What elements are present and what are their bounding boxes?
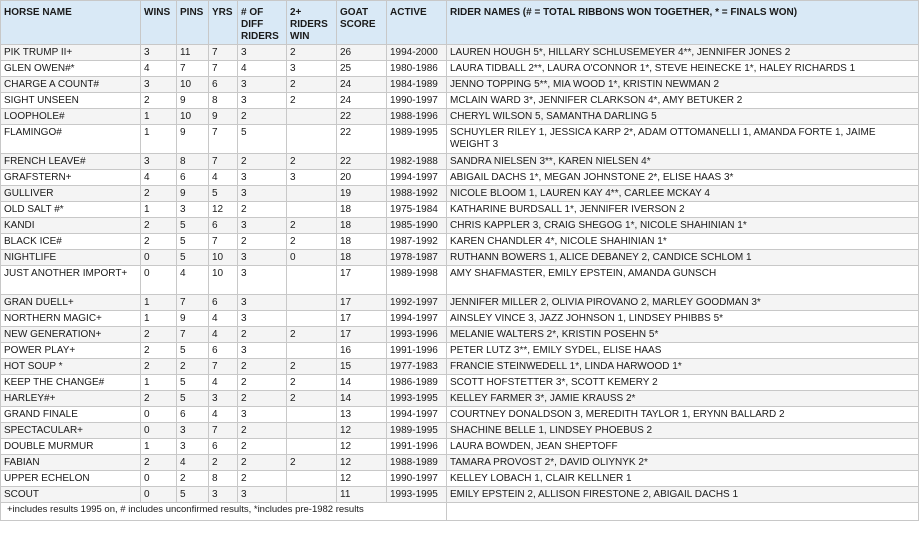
rider-names-cell: SCHUYLER RILEY 1, JESSICA KARP 2*, ADAM OTTOMANELLI 1, AMANDA FORTE 1, JAIME WEIGHT 3 — [447, 125, 919, 154]
pins-cell: 11 — [177, 45, 209, 61]
header-goat-score: GOAT SCORE — [337, 1, 387, 45]
footnote-row — [1, 503, 919, 521]
header-riders-win: 2+ RIDERS WIN — [287, 1, 337, 45]
wins-cell: 0 — [141, 471, 177, 487]
header-horse-name: HORSE NAME — [1, 1, 141, 45]
riders-win-cell — [287, 471, 337, 487]
yrs-cell: 7 — [209, 61, 238, 77]
yrs-cell: 6 — [209, 218, 238, 234]
pins-cell: 9 — [177, 186, 209, 202]
riders-win-cell — [287, 295, 337, 311]
pins-cell: 6 — [177, 407, 209, 423]
rider-names-cell: TAMARA PROVOST 2*, DAVID OLIYNYK 2* — [447, 455, 919, 471]
horse-name-cell: KEEP THE CHANGE# — [1, 375, 141, 391]
horse-name-cell: GLEN OWEN#* — [1, 61, 141, 77]
yrs-cell: 12 — [209, 202, 238, 218]
table-row — [1, 407, 919, 423]
horse-name-cell: LOOPHOLE# — [1, 109, 141, 125]
wins-cell: 1 — [141, 109, 177, 125]
diff-riders-cell: 2 — [238, 327, 287, 343]
goat-score-cell: 22 — [337, 154, 387, 170]
table-row — [1, 471, 919, 487]
yrs-cell: 3 — [209, 487, 238, 503]
yrs-cell: 3 — [209, 391, 238, 407]
rider-names-cell: SHACHINE BELLE 1, LINDSEY PHOEBUS 2 — [447, 423, 919, 439]
goat-score-cell: 17 — [337, 327, 387, 343]
table-row — [1, 125, 919, 154]
pins-cell: 2 — [177, 471, 209, 487]
horse-name-cell: NIGHTLIFE — [1, 250, 141, 266]
wins-cell: 1 — [141, 202, 177, 218]
diff-riders-cell: 3 — [238, 311, 287, 327]
horse-name-cell: GRAND FINALE — [1, 407, 141, 423]
header-wins: WINS — [141, 1, 177, 45]
table-row — [1, 154, 919, 170]
yrs-cell: 6 — [209, 295, 238, 311]
table-row — [1, 295, 919, 311]
diff-riders-cell: 2 — [238, 375, 287, 391]
active-years-cell: 1988-1996 — [387, 109, 447, 125]
wins-cell: 0 — [141, 487, 177, 503]
pins-cell: 10 — [177, 77, 209, 93]
rider-names-cell: JENNIFER MILLER 2, OLIVIA PIROVANO 2, MARLEY GOODMAN 3* — [447, 295, 919, 311]
yrs-cell: 4 — [209, 407, 238, 423]
rider-names-cell: ABIGAIL DACHS 1*, MEGAN JOHNSTONE 2*, ELISE HAAS 3* — [447, 170, 919, 186]
yrs-cell: 5 — [209, 186, 238, 202]
rider-names-cell: SANDRA NIELSEN 3**, KAREN NIELSEN 4* — [447, 154, 919, 170]
pins-cell: 9 — [177, 93, 209, 109]
active-years-cell: 1987-1992 — [387, 234, 447, 250]
active-years-cell: 1990-1997 — [387, 93, 447, 109]
pins-cell: 8 — [177, 154, 209, 170]
rider-names-cell: RUTHANN BOWERS 1, ALICE DEBANEY 2, CANDICE SCHLOM 1 — [447, 250, 919, 266]
table-row — [1, 359, 919, 375]
active-years-cell: 1991-1996 — [387, 439, 447, 455]
goat-score-cell: 18 — [337, 234, 387, 250]
riders-win-cell: 2 — [287, 154, 337, 170]
rider-names-cell: SCOTT HOFSTETTER 3*, SCOTT KEMERY 2 — [447, 375, 919, 391]
riders-win-cell: 2 — [287, 218, 337, 234]
horse-name-cell: HOT SOUP * — [1, 359, 141, 375]
pins-cell: 5 — [177, 343, 209, 359]
wins-cell: 2 — [141, 234, 177, 250]
diff-riders-cell: 3 — [238, 407, 287, 423]
header-active: ACTIVE — [387, 1, 447, 45]
riders-win-cell: 2 — [287, 77, 337, 93]
diff-riders-cell: 3 — [238, 218, 287, 234]
goat-score-cell: 19 — [337, 186, 387, 202]
table-row — [1, 45, 919, 61]
header-diff-riders: # OF DIFF RIDERS — [238, 1, 287, 45]
riders-win-cell: 2 — [287, 359, 337, 375]
riders-win-cell: 3 — [287, 61, 337, 77]
rider-names-cell: KATHARINE BURDSALL 1*, JENNIFER IVERSON 2 — [447, 202, 919, 218]
wins-cell: 2 — [141, 327, 177, 343]
wins-cell: 4 — [141, 170, 177, 186]
rider-names-cell: CHERYL WILSON 5, SAMANTHA DARLING 5 — [447, 109, 919, 125]
active-years-cell: 1993-1995 — [387, 391, 447, 407]
pins-cell: 5 — [177, 391, 209, 407]
horse-name-cell: FABIAN — [1, 455, 141, 471]
rider-names-cell: PETER LUTZ 3**, EMILY SYDEL, ELISE HAAS — [447, 343, 919, 359]
active-years-cell: 1993-1996 — [387, 327, 447, 343]
goat-score-cell: 12 — [337, 439, 387, 455]
riders-win-cell: 3 — [287, 170, 337, 186]
active-years-cell: 1978-1987 — [387, 250, 447, 266]
wins-cell: 0 — [141, 250, 177, 266]
active-years-cell: 1994-1997 — [387, 170, 447, 186]
yrs-cell: 7 — [209, 359, 238, 375]
horse-name-cell: CHARGE A COUNT# — [1, 77, 141, 93]
yrs-cell: 8 — [209, 93, 238, 109]
diff-riders-cell: 3 — [238, 45, 287, 61]
pins-cell: 5 — [177, 218, 209, 234]
yrs-cell: 2 — [209, 455, 238, 471]
rider-names-cell: LAURA TIDBALL 2**, LAURA O'CONNOR 1*, STEVE HEINECKE 1*, HALEY RICHARDS 1 — [447, 61, 919, 77]
riders-win-cell — [287, 487, 337, 503]
yrs-cell: 6 — [209, 439, 238, 455]
horse-name-cell: UPPER ECHELON — [1, 471, 141, 487]
diff-riders-cell: 2 — [238, 154, 287, 170]
rider-names-cell: EMILY EPSTEIN 2, ALLISON FIRESTONE 2, ABIGAIL DACHS 1 — [447, 487, 919, 503]
wins-cell: 3 — [141, 45, 177, 61]
goat-score-cell: 26 — [337, 45, 387, 61]
diff-riders-cell: 2 — [238, 439, 287, 455]
goat-score-cell: 18 — [337, 218, 387, 234]
wins-cell: 2 — [141, 186, 177, 202]
active-years-cell: 1993-1995 — [387, 487, 447, 503]
horse-name-cell: SCOUT — [1, 487, 141, 503]
rider-names-cell: FRANCIE STEINWEDELL 1*, LINDA HARWOOD 1* — [447, 359, 919, 375]
pins-cell: 7 — [177, 327, 209, 343]
goat-score-cell: 24 — [337, 93, 387, 109]
diff-riders-cell: 4 — [238, 61, 287, 77]
wins-cell: 2 — [141, 359, 177, 375]
active-years-cell: 1992-1997 — [387, 295, 447, 311]
diff-riders-cell: 2 — [238, 391, 287, 407]
yrs-cell: 7 — [209, 423, 238, 439]
header-rider-names: RIDER NAMES (# = TOTAL RIBBONS WON TOGETHER, * = FINALS WON) — [447, 1, 919, 45]
table-row — [1, 487, 919, 503]
rider-names-cell: LAURA BOWDEN, JEAN SHEPTOFF — [447, 439, 919, 455]
footnote: +includes results 1995 on, # includes unconfirmed results, *includes pre-1982 results — [1, 503, 447, 521]
table-row — [1, 202, 919, 218]
rider-names-cell: NICOLE BLOOM 1, LAUREN KAY 4**, CARLEE MCKAY 4 — [447, 186, 919, 202]
rider-names-cell: MCLAIN WARD 3*, JENNIFER CLARKSON 4*, AMY BETUKER 2 — [447, 93, 919, 109]
riders-win-cell: 2 — [287, 93, 337, 109]
pins-cell: 7 — [177, 295, 209, 311]
pins-cell: 5 — [177, 250, 209, 266]
wins-cell: 1 — [141, 311, 177, 327]
horse-name-cell: POWER PLAY+ — [1, 343, 141, 359]
yrs-cell: 4 — [209, 327, 238, 343]
riders-win-cell — [287, 311, 337, 327]
horse-name-cell: GRAFSTERN+ — [1, 170, 141, 186]
active-years-cell: 1984-1989 — [387, 77, 447, 93]
goat-score-cell: 20 — [337, 170, 387, 186]
goat-score-cell: 17 — [337, 266, 387, 295]
pins-cell: 6 — [177, 170, 209, 186]
table-row — [1, 218, 919, 234]
goat-score-cell: 24 — [337, 77, 387, 93]
goat-score-cell: 25 — [337, 61, 387, 77]
horse-name-cell: SIGHT UNSEEN — [1, 93, 141, 109]
horse-name-cell: OLD SALT #* — [1, 202, 141, 218]
active-years-cell: 1991-1996 — [387, 343, 447, 359]
active-years-cell: 1988-1989 — [387, 455, 447, 471]
goat-score-cell: 18 — [337, 202, 387, 218]
rider-names-cell: KELLEY FARMER 3*, JAMIE KRAUSS 2* — [447, 391, 919, 407]
table-row — [1, 327, 919, 343]
yrs-cell: 8 — [209, 471, 238, 487]
yrs-cell: 7 — [209, 45, 238, 61]
table-row — [1, 250, 919, 266]
active-years-cell: 1994-1997 — [387, 407, 447, 423]
active-years-cell: 1982-1988 — [387, 154, 447, 170]
yrs-cell: 6 — [209, 77, 238, 93]
table-row — [1, 455, 919, 471]
pins-cell: 9 — [177, 311, 209, 327]
horse-name-cell: GRAN DUELL+ — [1, 295, 141, 311]
riders-win-cell: 2 — [287, 455, 337, 471]
wins-cell: 0 — [141, 423, 177, 439]
table-body — [1, 45, 919, 503]
active-years-cell: 1986-1989 — [387, 375, 447, 391]
riders-win-cell: 2 — [287, 234, 337, 250]
yrs-cell: 7 — [209, 154, 238, 170]
horse-name-cell: NEW GENERATION+ — [1, 327, 141, 343]
goat-score-cell: 13 — [337, 407, 387, 423]
rider-names-cell: JENNO TOPPING 5**, MIA WOOD 1*, KRISTIN NEWMAN 2 — [447, 77, 919, 93]
riders-win-cell — [287, 407, 337, 423]
riders-win-cell: 2 — [287, 327, 337, 343]
horse-name-cell: HARLEY#+ — [1, 391, 141, 407]
table-row — [1, 234, 919, 250]
diff-riders-cell: 3 — [238, 170, 287, 186]
rider-names-cell: MELANIE WALTERS 2*, KRISTIN POSEHN 5* — [447, 327, 919, 343]
horse-name-cell: JUST ANOTHER IMPORT+ — [1, 266, 141, 295]
riders-win-cell — [287, 109, 337, 125]
active-years-cell: 1980-1986 — [387, 61, 447, 77]
rider-names-cell: AINSLEY VINCE 3, JAZZ JOHNSON 1, LINDSEY PHIBBS 5* — [447, 311, 919, 327]
riders-win-cell: 2 — [287, 45, 337, 61]
goat-score-cell: 17 — [337, 295, 387, 311]
yrs-cell: 9 — [209, 109, 238, 125]
header-pins: PINS — [177, 1, 209, 45]
wins-cell: 2 — [141, 391, 177, 407]
diff-riders-cell: 2 — [238, 234, 287, 250]
pins-cell: 3 — [177, 439, 209, 455]
diff-riders-cell: 3 — [238, 186, 287, 202]
rider-names-cell: AMY SHAFMASTER, EMILY EPSTEIN, AMANDA GUNSCH — [447, 266, 919, 295]
table-row — [1, 343, 919, 359]
riders-win-cell — [287, 202, 337, 218]
pins-cell: 4 — [177, 266, 209, 295]
active-years-cell: 1990-1997 — [387, 471, 447, 487]
table-row — [1, 170, 919, 186]
goat-score-cell: 16 — [337, 343, 387, 359]
diff-riders-cell: 3 — [238, 295, 287, 311]
wins-cell: 2 — [141, 343, 177, 359]
rider-names-cell: KELLEY LOBACH 1, CLAIR KELLNER 1 — [447, 471, 919, 487]
wins-cell: 2 — [141, 93, 177, 109]
table-row — [1, 186, 919, 202]
wins-cell: 4 — [141, 61, 177, 77]
yrs-cell: 4 — [209, 170, 238, 186]
diff-riders-cell: 2 — [238, 471, 287, 487]
diff-riders-cell: 2 — [238, 359, 287, 375]
horse-name-cell: NORTHERN MAGIC+ — [1, 311, 141, 327]
pins-cell: 5 — [177, 375, 209, 391]
diff-riders-cell: 3 — [238, 93, 287, 109]
pins-cell: 9 — [177, 125, 209, 154]
yrs-cell: 10 — [209, 250, 238, 266]
goat-score-cell: 11 — [337, 487, 387, 503]
rider-names-cell: LAUREN HOUGH 5*, HILLARY SCHLUSEMEYER 4**, JENNIFER JONES 2 — [447, 45, 919, 61]
riders-win-cell — [287, 439, 337, 455]
diff-riders-cell: 3 — [238, 266, 287, 295]
yrs-cell: 4 — [209, 311, 238, 327]
table-row — [1, 423, 919, 439]
rider-names-cell: KAREN CHANDLER 4*, NICOLE SHAHINIAN 1* — [447, 234, 919, 250]
riders-win-cell — [287, 125, 337, 154]
table-row — [1, 77, 919, 93]
horse-name-cell: GULLIVER — [1, 186, 141, 202]
riders-win-cell — [287, 186, 337, 202]
rider-names-cell: CHRIS KAPPLER 3, CRAIG SHEGOG 1*, NICOLE SHAHINIAN 1* — [447, 218, 919, 234]
diff-riders-cell: 5 — [238, 125, 287, 154]
wins-cell: 3 — [141, 154, 177, 170]
goat-score-cell: 14 — [337, 391, 387, 407]
horse-name-cell: KANDI — [1, 218, 141, 234]
pins-cell: 10 — [177, 109, 209, 125]
goat-score-cell: 14 — [337, 375, 387, 391]
table-row — [1, 375, 919, 391]
goat-score-cell: 12 — [337, 423, 387, 439]
riders-win-cell — [287, 423, 337, 439]
diff-riders-cell: 2 — [238, 423, 287, 439]
pins-cell: 2 — [177, 359, 209, 375]
table-row — [1, 391, 919, 407]
wins-cell: 0 — [141, 407, 177, 423]
diff-riders-cell: 3 — [238, 487, 287, 503]
goat-score-cell: 12 — [337, 455, 387, 471]
diff-riders-cell: 3 — [238, 343, 287, 359]
wins-cell: 2 — [141, 218, 177, 234]
table-row — [1, 93, 919, 109]
goat-score-cell: 12 — [337, 471, 387, 487]
horse-name-cell: PIK TRUMP II+ — [1, 45, 141, 61]
pins-cell: 4 — [177, 455, 209, 471]
active-years-cell: 1989-1995 — [387, 125, 447, 154]
active-years-cell: 1977-1983 — [387, 359, 447, 375]
table-row — [1, 61, 919, 77]
goat-score-cell: 22 — [337, 109, 387, 125]
horse-name-cell: BLACK ICE# — [1, 234, 141, 250]
header-yrs: YRS — [209, 1, 238, 45]
diff-riders-cell: 3 — [238, 77, 287, 93]
table-row — [1, 311, 919, 327]
active-years-cell: 1975-1984 — [387, 202, 447, 218]
pins-cell: 3 — [177, 202, 209, 218]
goat-score-cell: 22 — [337, 125, 387, 154]
rider-names-cell: COURTNEY DONALDSON 3, MEREDITH TAYLOR 1, ERYNN BALLARD 2 — [447, 407, 919, 423]
wins-cell: 1 — [141, 375, 177, 391]
active-years-cell: 1989-1998 — [387, 266, 447, 295]
diff-riders-cell: 2 — [238, 455, 287, 471]
yrs-cell: 4 — [209, 375, 238, 391]
active-years-cell: 1985-1990 — [387, 218, 447, 234]
riders-win-cell: 2 — [287, 391, 337, 407]
table-row — [1, 109, 919, 125]
wins-cell: 1 — [141, 439, 177, 455]
wins-cell: 3 — [141, 77, 177, 93]
yrs-cell: 7 — [209, 125, 238, 154]
active-years-cell: 1988-1992 — [387, 186, 447, 202]
wins-cell: 1 — [141, 295, 177, 311]
wins-cell: 1 — [141, 125, 177, 154]
wins-cell: 0 — [141, 266, 177, 295]
wins-cell: 2 — [141, 455, 177, 471]
horse-name-cell: DOUBLE MURMUR — [1, 439, 141, 455]
pins-cell: 3 — [177, 423, 209, 439]
diff-riders-cell: 2 — [238, 109, 287, 125]
diff-riders-cell: 3 — [238, 250, 287, 266]
diff-riders-cell: 2 — [238, 202, 287, 218]
yrs-cell: 6 — [209, 343, 238, 359]
yrs-cell: 7 — [209, 234, 238, 250]
horse-name-cell: FLAMINGO# — [1, 125, 141, 154]
riders-win-cell: 0 — [287, 250, 337, 266]
active-years-cell: 1994-1997 — [387, 311, 447, 327]
table-row — [1, 266, 919, 295]
pins-cell: 5 — [177, 487, 209, 503]
horse-name-cell: FRENCH LEAVE# — [1, 154, 141, 170]
riders-win-cell: 2 — [287, 375, 337, 391]
active-years-cell: 1994-2000 — [387, 45, 447, 61]
riders-win-cell — [287, 343, 337, 359]
goat-score-cell: 18 — [337, 250, 387, 266]
active-years-cell: 1989-1995 — [387, 423, 447, 439]
yrs-cell: 10 — [209, 266, 238, 295]
goat-score-cell: 17 — [337, 311, 387, 327]
goat-score-cell: 15 — [337, 359, 387, 375]
table-row — [1, 439, 919, 455]
riders-win-cell — [287, 266, 337, 295]
horse-name-cell: SPECTACULAR+ — [1, 423, 141, 439]
header-row — [1, 1, 919, 45]
footnote-blank-cell — [447, 503, 919, 521]
pins-cell: 7 — [177, 61, 209, 77]
pins-cell: 5 — [177, 234, 209, 250]
